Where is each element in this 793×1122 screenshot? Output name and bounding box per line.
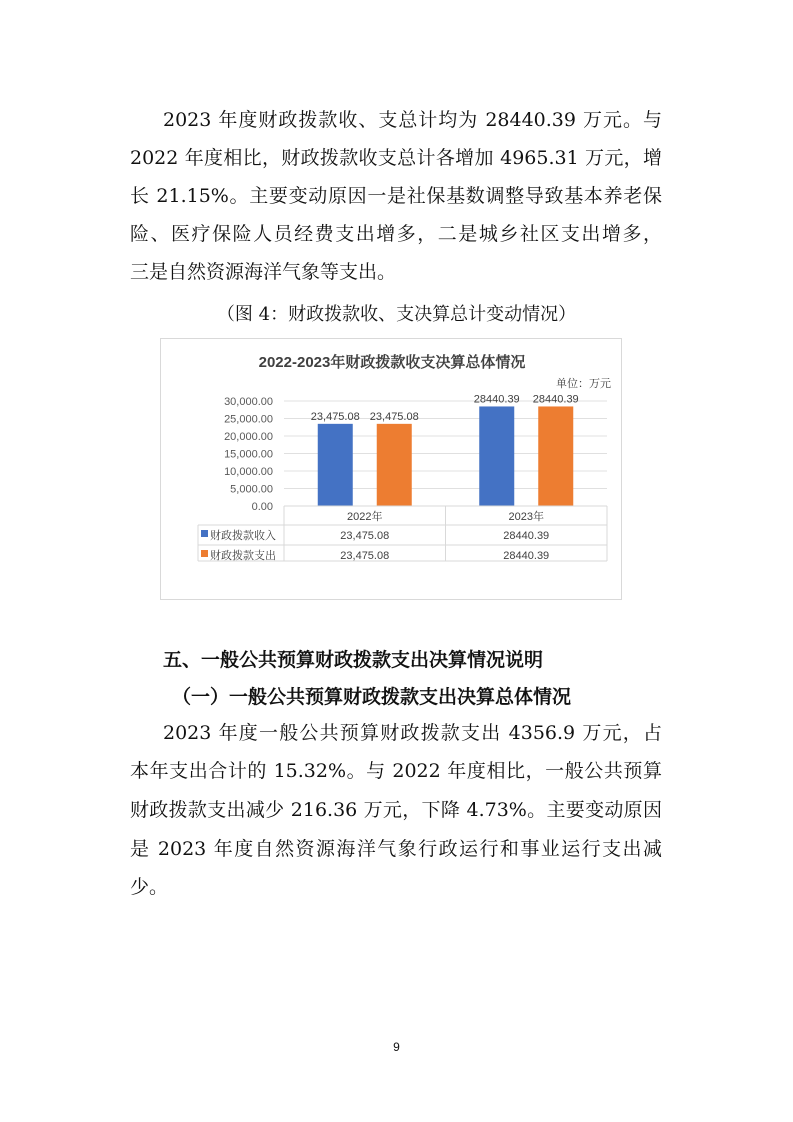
- text-line: 2023 年度财政拨款收、支总计均为 28440.39 万元。与: [163, 109, 662, 131]
- y-tick-label: 30,000.00: [224, 396, 273, 408]
- text-line: 2022 年度相比，财政拨款收支总计各增加 4965.31 万元，增: [130, 147, 662, 169]
- bar: [479, 406, 514, 506]
- y-tick-label: 25,000.00: [224, 413, 273, 426]
- y-tick-label: 15,000.00: [224, 448, 273, 461]
- y-tick-label: 5,000.00: [230, 483, 273, 496]
- chart-unit: 单位：万元: [556, 378, 611, 390]
- figure-caption: （图 4：财政拨款收、支决算总计变动情况）: [216, 304, 577, 325]
- data-label: 28440.39: [473, 393, 520, 406]
- data-label: 23,475.08: [369, 410, 419, 423]
- y-tick-label: 20,000.00: [224, 431, 273, 443]
- bar-chart: [160, 338, 622, 600]
- bar: [318, 424, 353, 506]
- text-line: 长 21.15%。主要变动原因一是社保基数调整导致基本养老保: [130, 185, 662, 207]
- text-line: 少。: [130, 876, 169, 898]
- table-value: 23,475.08: [340, 530, 390, 542]
- table-value: 28440.39: [503, 550, 550, 562]
- x-category-label: 2023年: [508, 511, 544, 523]
- y-tick-label: 10,000.00: [224, 466, 273, 478]
- text-line: 2023 年度一般公共预算财政拨款支出 4356.9 万元，占: [163, 722, 662, 744]
- data-label: 23,475.08: [310, 410, 360, 423]
- text-line: 险、医疗保险人员经费支出增多，二是城乡社区支出增多，: [130, 223, 662, 245]
- table-value: 28440.39: [503, 530, 550, 542]
- page-number: 9: [393, 1040, 400, 1054]
- y-tick-label: 0.00: [251, 501, 273, 513]
- text-line: 财政拨款支出减少 216.36 万元，下降 4.73%。主要变动原因: [130, 799, 662, 821]
- text-line: 是 2023 年度自然资源海洋气象行政运行和事业运行支出减: [130, 838, 662, 860]
- text-line: 本年支出合计的 15.32%。与 2022 年度相比，一般公共预算: [130, 760, 662, 782]
- text-line: 三是自然资源海洋气象等支出。: [130, 261, 397, 283]
- legend-swatch: [201, 550, 208, 557]
- section-heading: 五、一般公共预算财政拨款支出决算情况说明: [163, 649, 544, 671]
- data-label: 28440.39: [532, 393, 579, 406]
- legend-swatch: [201, 530, 208, 537]
- subsection-heading: （一）一般公共预算财政拨款支出决算总体情况: [172, 686, 572, 708]
- bar: [377, 424, 412, 506]
- x-category-label: 2022年: [347, 511, 383, 523]
- bar: [538, 406, 573, 506]
- chart-title: 2022-2023年财政拨款收支决算总体情况: [258, 354, 526, 371]
- chart-svg: [161, 339, 623, 601]
- table-value: 23,475.08: [340, 550, 390, 562]
- legend-label: 财政拨款支出: [210, 550, 276, 562]
- legend-label: 财政拨款收入: [210, 530, 276, 542]
